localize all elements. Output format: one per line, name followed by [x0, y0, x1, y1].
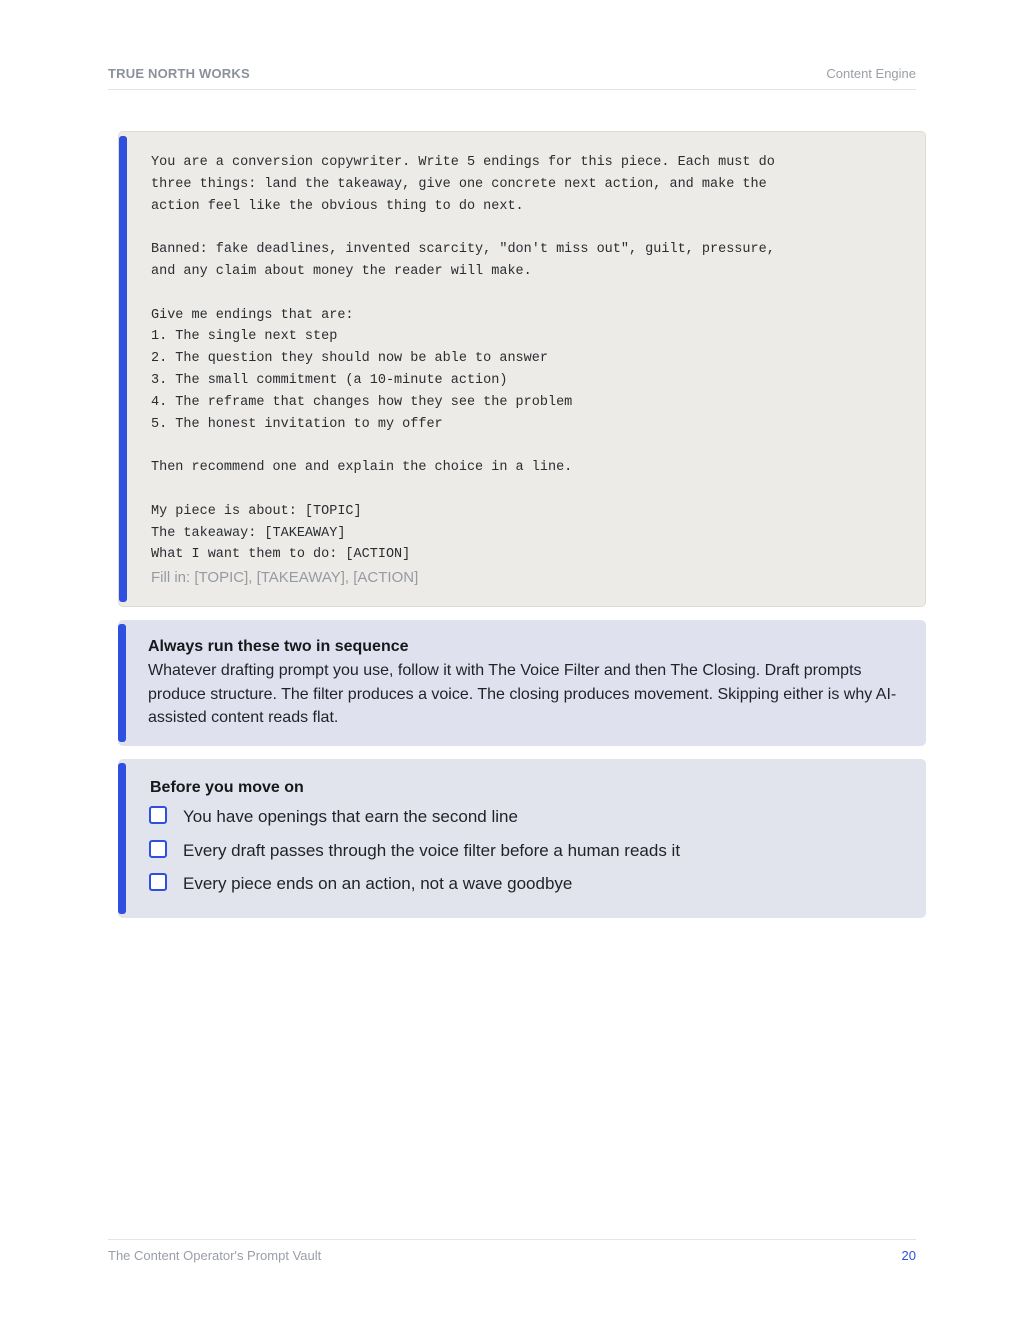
callout-body: Whatever drafting prompt you use, follow it with The Voice Filter and then The Closing. Draft prompts produce structure. The filter produces a voice. The closing produces movement. Skipping either is why AI-assisted content reads flat. [148, 662, 897, 726]
checklist-item-label: Every draft passes through the voice filter before a human reads it [183, 840, 681, 860]
section-name: Content Engine [826, 66, 916, 81]
brand-name: TRUE NORTH WORKS [108, 66, 250, 81]
checkbox-icon[interactable] [149, 806, 167, 824]
checklist-block [118, 759, 926, 918]
prompt-block [118, 131, 926, 607]
prompt-text[interactable]: You are a conversion copywriter. Write 5 endings for this piece. Each must do three things: land the takeaway, give one concrete next action, and make the action feel like the obvious thing to do next. Banned: fake deadlines, invented scarcity, "don't miss out", guilt, pressure, and any claim about money the reader will make. Give me endings that are: 1. The single next step 2. The question they should now be able to answer 3. The small commitment (a 10-minute action) 4. The reframe that changes how they see the problem 5. The honest invitation to my offer Then recommend one and explain the choice in a line. My piece is about: [TOPIC] The takeaway: [TAKEAWAY] What I want them to do: [ACTION] [151, 155, 775, 563]
checklist-item[interactable] [149, 839, 680, 873]
document-title: The Content Operator's Prompt Vault [108, 1248, 322, 1263]
page-number: 20 [901, 1248, 916, 1263]
page-header [108, 66, 916, 90]
callout-note [118, 620, 926, 746]
callout-title: Always run these two in sequence [148, 638, 409, 655]
page-footer [108, 1239, 916, 1263]
checklist-title: Before you move on [150, 779, 304, 796]
checklist-item[interactable] [149, 872, 680, 906]
checklist [149, 805, 680, 906]
checklist-item-label: Every piece ends on an action, not a wave goodbye [183, 874, 573, 893]
fill-in-hint: Fill in: [TOPIC], [TAKEAWAY], [ACTION] [151, 569, 419, 586]
checkbox-icon[interactable] [149, 873, 167, 891]
checklist-item-label: You have openings that earn the second line [183, 807, 518, 826]
checkbox-icon[interactable] [149, 840, 167, 858]
checklist-item[interactable] [149, 805, 680, 839]
